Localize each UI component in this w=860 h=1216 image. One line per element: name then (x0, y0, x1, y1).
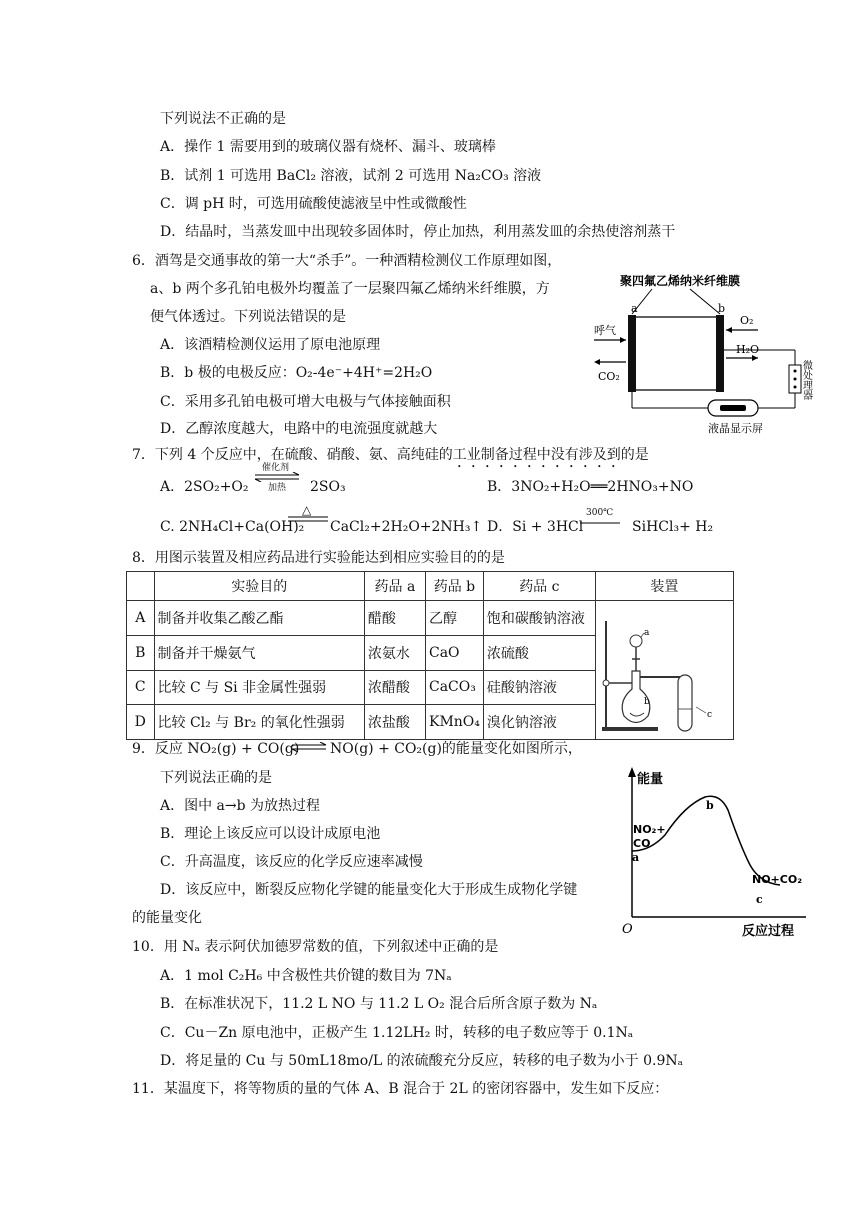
q10-stem: 10．用 Nₐ 表示阿伏加德罗常数的值，下列叙述中正确的是 (132, 939, 499, 955)
table-row (127, 601, 734, 636)
q7-option-d-left: D．Si + 3HCl (487, 519, 584, 535)
q5-option-d: D．结晶时，当蒸发皿中出现较多固体时，停止加热，利用蒸发皿的余热使溶剂蒸干 (160, 224, 676, 240)
q7-option-a-right: 2SO₃ (310, 479, 346, 495)
table-header-cell: 药品 b (425, 572, 483, 601)
q6-option-a: A．该酒精检测仪运用了原电池原理 (160, 337, 381, 353)
table-header-row (127, 572, 734, 601)
q6-option-d: D．乙醇浓度越大，电路中的电流强度就越大 (160, 421, 438, 437)
energy-profile-diagram (620, 765, 810, 940)
breath-label: 呼气 (594, 324, 616, 337)
table-cell: 比较 C 与 Si 非金属性强弱 (154, 670, 364, 705)
q7-heat-label: 加热 (268, 483, 287, 493)
q5-option-b: B．试剂 1 可选用 BaCl₂ 溶液，试剂 2 可选用 Na₂CO₃ 溶液 (160, 168, 542, 184)
reversible-arrow-icon (253, 472, 301, 482)
q6-option-b: B．b 极的电极反应：O₂-4e⁻+4H⁺=2H₂O (160, 365, 433, 381)
reaction-progress-label: 反应过程 (742, 924, 795, 939)
table-header-cell (127, 572, 155, 601)
q7-option-d-right: SiHCl₃+ H₂ (632, 519, 714, 535)
products-label: NO+CO₂ (752, 873, 803, 886)
q8-experiment-table (126, 571, 734, 740)
table-cell: 浓盐酸 (364, 705, 425, 740)
q9-option-d: D．该反应中，断裂反应物化学键的能量变化大于形成生成物化学键 (160, 882, 578, 898)
electrode-b (716, 315, 724, 392)
table-cell: 醋酸 (364, 601, 425, 636)
table-cell: C (127, 670, 155, 705)
q7-stem-emphasis: 工业制备过程中没有涉及到 (452, 447, 621, 463)
q9-stem-left: 9．反应 NO₂(g) + CO(g) (132, 741, 300, 757)
electrode-a-label: a (631, 302, 638, 315)
point-a-label: a (632, 851, 640, 864)
display-label: 液晶显示屏 (708, 422, 763, 435)
apparatus-label-c: c (706, 710, 712, 720)
table-header-cell: 药品 a (364, 572, 425, 601)
table-header-cell: 装置 (595, 572, 733, 601)
q7-stem-post: 的是 (620, 447, 649, 463)
reactants-label: NO₂+ (633, 823, 666, 836)
energy-axis-label: 能量 (637, 772, 664, 787)
q6-stem-line2: a、b 两个多孔铂电极外均覆盖了一层聚四氟乙烯纳米纤维膜，方 (150, 281, 550, 297)
apparatus-diagram (596, 601, 728, 735)
reaction-line-icon (580, 521, 620, 525)
electrode-b-label: b (718, 302, 726, 315)
q5-stem: 下列说法不正确的是 (160, 111, 286, 127)
q9-option-b: B．理论上该反应可以设计成原电池 (160, 826, 381, 842)
apparatus-cell (595, 601, 733, 740)
table-cell: 浓硫酸 (483, 635, 595, 670)
q7-temperature-label: 300℃ (586, 508, 614, 518)
q7-option-a-left: A．2SO₂+O₂ (160, 479, 249, 495)
q11-stem: 11．某温度下，将等物质的量的气体 A、B 混合于 2L 的密闭容器中，发生如下反应： (132, 1081, 669, 1097)
table-cell: 溴化钠溶液 (483, 705, 595, 740)
q6-stem-line1: 6．酒驾是交通事故的第一大“杀手”。一种酒精检测仪工作原理如图， (132, 253, 562, 269)
point-b-label: b (706, 799, 714, 812)
table-header-cell: 实验目的 (154, 572, 364, 601)
double-equals-icon (288, 515, 328, 523)
membrane-label: 聚四氟乙烯纳米纤维膜 (620, 274, 741, 288)
table-cell: 饱和碳酸钠溶液 (483, 601, 595, 636)
table-cell: 制备并干燥氨气 (154, 635, 364, 670)
o2-label: O₂ (740, 314, 754, 327)
table-cell: 制备并收集乙酸乙酯 (154, 601, 364, 636)
q6-option-c: C．采用多孔铂电极可增大电极与气体接触面积 (160, 394, 451, 410)
q10-option-b: B．在标准状况下，11.2 L NO 与 11.2 L O₂ 混合后所含原子数为 Nₐ (160, 996, 598, 1012)
table-cell: 比较 Cl₂ 与 Br₂ 的氧化性强弱 (154, 705, 364, 740)
electrode-a (628, 315, 636, 392)
table-cell: 硅酸钠溶液 (483, 670, 595, 705)
reactants-label-co: CO (633, 837, 651, 850)
q5-option-c: C．调 pH 时，可选用硫酸使滤液呈中性或微酸性 (160, 196, 467, 212)
apparatus-label-b: b (643, 697, 650, 707)
table-cell: A (127, 601, 155, 636)
q7-option-b: B．3NO₂+H₂O══2HNO₃+NO (487, 479, 694, 495)
q10-option-c: C．Cu－Zn 原电池中，正极产生 1.12LH₂ 时，转移的电子数应等于 0.1Nₐ (160, 1025, 634, 1041)
q7-option-c-right: CaCl₂+2H₂O+2NH₃↑ (330, 519, 483, 535)
q5-option-a: A．操作 1 需要用到的玻璃仪器有烧杯、漏斗、玻璃棒 (160, 139, 496, 155)
equilibrium-arrow-icon (290, 742, 328, 752)
q10-option-d: D．将足量的 Cu 与 50mL18mo/L 的浓硫酸充分反应，转移的电子数为小于 0.9Nₐ (160, 1053, 684, 1069)
point-c-label: c (756, 893, 763, 906)
origin-label: O (622, 922, 633, 937)
q10-option-a: A．1 mol C₂H₆ 中含极性共价键的数目为 7Nₐ (160, 968, 452, 984)
table-cell: B (127, 635, 155, 670)
alcohol-detector-diagram (590, 270, 820, 440)
table-cell: D (127, 705, 155, 740)
table-cell: KMnO₄ (425, 705, 483, 740)
processor-label: 微处理器 (800, 360, 812, 400)
q9-option-d-continued: 的能量变化 (132, 910, 202, 926)
q7-catalyst-label: 催化剂 (262, 463, 290, 473)
h2o-label: H₂O (736, 343, 760, 356)
q7-stem (132, 446, 649, 471)
q7-stem-pre: 7．下列 4 个反应中，在硫酸、硝酸、氨、高纯硅的 (132, 447, 453, 463)
q7-option-c-left: C. 2NH₄Cl+Ca(OH)₂ (160, 519, 305, 535)
apparatus-label-a: a (643, 628, 650, 638)
table-header-cell: 药品 c (483, 572, 595, 601)
q9-option-a: A．图中 a→b 为放热过程 (160, 798, 321, 814)
co2-label: CO₂ (598, 370, 620, 383)
table-cell: CaO (425, 635, 483, 670)
q9-stem-right: NO(g) + CO₂(g)的能量变化如图所示， (330, 741, 582, 757)
q6-stem-line3: 便气体透过。下列说法错误的是 (150, 309, 346, 325)
table-cell: 浓醋酸 (364, 670, 425, 705)
q7-heat-triangle-icon: △ (302, 503, 312, 517)
table-cell: 乙醇 (425, 601, 483, 636)
table-cell: CaCO₃ (425, 670, 483, 705)
table-cell: 浓氨水 (364, 635, 425, 670)
q9-option-c: C．升高温度，该反应的化学反应速率减慢 (160, 854, 423, 870)
q9-stem-line2: 下列说法正确的是 (160, 770, 272, 786)
q8-stem: 8．用图示装置及相应药品进行实验能达到相应实验目的的是 (132, 550, 505, 566)
